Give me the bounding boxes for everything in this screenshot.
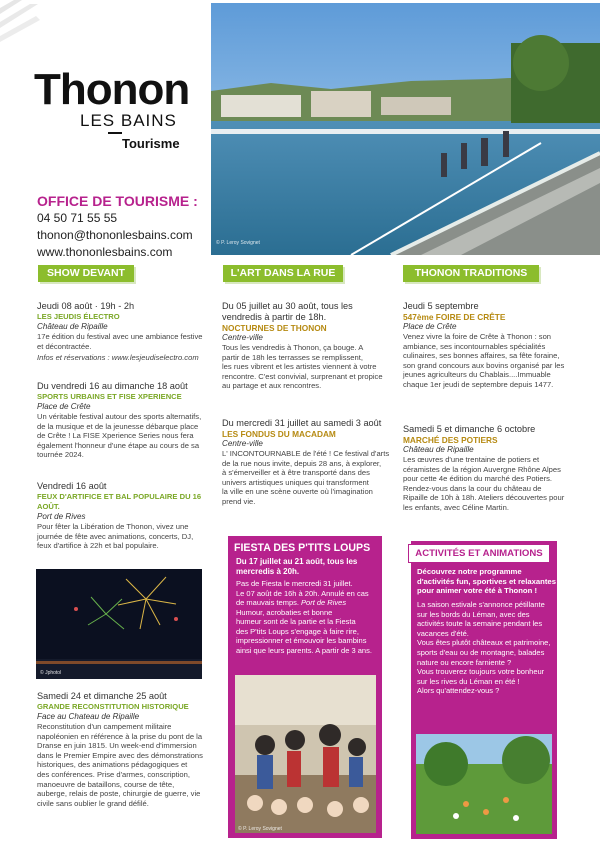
activities-intro-line: Découvrez notre programme (417, 567, 522, 576)
activities-intro-line: pour animer votre été à Thonon ! (417, 586, 538, 596)
event-line: dans le Premier Empire avec des démonstrations (37, 750, 203, 760)
event-foire-crete (403, 301, 593, 390)
event-line: son grand concours aux bovins organisé par les (403, 360, 565, 370)
lake-pier-photo (211, 3, 600, 255)
event-place: Château de Ripaille (403, 445, 474, 454)
event-place: Château de Ripaille (37, 322, 108, 331)
event-date: Samedi 24 et dimanche 25 août (37, 691, 167, 701)
event-title: MARCHÉ DES POTIERS (403, 435, 498, 445)
event-place: Port de Rives (37, 512, 86, 521)
activities-intro (417, 567, 557, 596)
event-date: Samedi 5 et dimanche 6 octobre (403, 424, 536, 434)
event-line: les enfants, avec Céline Martin. (403, 502, 509, 512)
fiesta-info-line: Pas de Fiesta le mercredi 31 juillet. (236, 579, 353, 588)
event-line: au partage et aux rencontres. (222, 381, 322, 391)
event-line: des conférences. Prise d'armes, conscription, (37, 769, 190, 779)
event-line: culinaires, ses bonnes affaires, sa fête foraine, (403, 351, 560, 361)
activities-body-line: sur les rives du Léman en été ! (417, 676, 520, 686)
event-fondus-macadam (222, 418, 397, 507)
event-line: auberge, relais de poste, chirurgie de guerre, vie (37, 789, 201, 799)
fiesta-body-line: impressionner et émouvoir les bambins (236, 636, 367, 645)
event-line: Un véritable festival autour des sports alternatifs, (37, 412, 202, 421)
event-line: ambiance, ses incontournables spécialités (403, 341, 546, 351)
event-title: SPORTS URBAINS ET FISE XPERIENCE (37, 392, 182, 401)
office-email[interactable]: thonon@thononlesbains.com (37, 228, 193, 242)
hero-photo-credit: © P. Leroy Sovignet (216, 240, 260, 246)
event-line: L' INCONTOURNABLE de l'été ! Ce festival d'arts (222, 449, 390, 458)
event-line: chaque 1er jeudi de septembre depuis 1477. (403, 379, 554, 389)
event-line: Rendez-vous dans la cour du château de (403, 483, 542, 493)
activities-body-line: La saison estivale s'annonce pétillante (417, 600, 545, 609)
event-date: Jeudi 5 septembre (403, 301, 479, 311)
fiesta-title: FIESTA DES P'TITS LOUPS (234, 542, 371, 554)
event-place: Place de Crête (403, 322, 457, 331)
fireworks-photo (36, 569, 202, 679)
event-line: à s'émerveiller et à être transporté dans des (222, 468, 370, 478)
fiesta-info (236, 579, 382, 655)
fiesta-body-line: des P'tits Loups s'engage à faire rire, (236, 626, 359, 636)
event-line: tournée 2024. (37, 450, 84, 460)
event-line: Tous les vendredis à Thonon, ça bouge. A (222, 343, 364, 352)
fiesta-body-line: humeur sont de la partie et la Fiesta (236, 617, 356, 626)
event-line: la ville en une scène ouverte où l'imagination (222, 487, 373, 497)
event-line: les rues vibrent et les artistes viennent à votre (222, 362, 377, 372)
event-line: céramistes de la région Auvergne Rhône Alpes (403, 464, 561, 474)
activities-intro-line: d'activités fun, sportives et relaxantes (417, 576, 556, 586)
event-line: de la rue nous invite, depuis 28 ans, à explorer, (222, 458, 382, 468)
event-line: journée de fête avec animations, concerts, DJ, (37, 531, 194, 541)
activities-body-line: Vous trouverez toujours votre bonheur (417, 667, 545, 677)
event-line: prend vie. (222, 496, 256, 506)
event-line: Pour fêter la Libération de Thonon, vivez une (37, 522, 189, 531)
activities-box (411, 541, 557, 839)
event-line: manoeuvre de bataillons, course de tête, (37, 779, 175, 789)
fiesta-subtitle-line: Du 17 juillet au 21 août, tous les (236, 557, 358, 566)
event-title: GRANDE RECONSTITUTION HISTORIQUE (37, 702, 189, 711)
event-feux-artifice (37, 481, 209, 551)
fiesta-body-line: ainsi que leurs parents. A partir de 3 ans. (236, 645, 372, 655)
event-line: civile sans oublier le grand défilé. (37, 798, 149, 808)
event-line: Dranse en juin 1815. Un week-end d'immersion (37, 741, 197, 751)
event-jeudis-electro (37, 301, 207, 363)
activities-body-line: nature ou encore farniente ? (417, 657, 512, 667)
event-title: LES FONDUS DU MACADAM (222, 429, 336, 439)
event-reconstitution (37, 691, 212, 808)
office-website[interactable]: www.thononlesbains.com (37, 245, 173, 259)
event-extra[interactable]: Infos et réservations : www.lesjeudiselectro.com (37, 353, 199, 363)
event-marche-potiers (403, 424, 593, 513)
activities-body-line: Alors qu'attendez-vous ? (417, 686, 500, 696)
activities-body-line: vacances d'été. (417, 628, 469, 638)
fiesta-info-line: de mauvais temps. (236, 598, 299, 607)
event-line: Reconstitution d'un campement militaire (37, 722, 172, 731)
thonon-logo (34, 65, 194, 158)
activities-body (417, 600, 557, 696)
banner-art-dans-la-rue: L'ART DANS LA RUE (223, 265, 343, 282)
event-line: univers artistiques uniques qui transforment (222, 477, 369, 487)
logo-sub: LES BAINS (80, 111, 177, 130)
activities-title: ACTIVITÉS ET ANIMATIONS (408, 544, 550, 563)
event-date: Vendredi 16 août (37, 481, 107, 491)
event-line: Venez vivre la foire de Crête à Thonon : son (403, 332, 552, 341)
event-line: historiques, des animations pédagogiques et (37, 760, 188, 770)
event-line: de Crête ! La FISE Xperience Series nous fera (37, 431, 194, 441)
logo-dash (108, 132, 122, 134)
event-line: feux d'artifice à 22h et bal populaire. (37, 541, 159, 551)
event-title: NOCTURNES DE THONON (222, 323, 327, 333)
fiesta-info-line: Le 07 août de 16h à 20h. Annulé en cas (236, 588, 369, 598)
fiesta-subtitle (236, 557, 382, 577)
fiesta-subtitle-line: mercredis à 20h. (236, 567, 300, 576)
event-title: FEUX D'ARTIFICE ET BAL POPULAIRE DU 16 AOÛT. (37, 492, 202, 511)
event-line: napoléonien en référence à la prise du pont de la (37, 731, 203, 741)
event-title: LES JEUDIS ÉLECTRO (37, 312, 120, 321)
event-nocturnes (222, 301, 392, 391)
event-line: Ripaille de 10h à 18h. Ateliers découvertes pour (403, 493, 565, 503)
activities-body-line: activités toute la semaine pendant les (417, 619, 543, 629)
fiesta-photo-credit: © P. Leroy Sovignet (238, 826, 282, 832)
fiesta-box (228, 536, 382, 838)
event-line: 17e édition du festival avec une ambiance festive (37, 332, 203, 341)
event-date: Du vendredi 16 au dimanche 18 août (37, 381, 188, 391)
event-line: rencontre. C'est convivial, surprenant et propice (222, 371, 383, 381)
activities-body-line: sur les bords du Léman, avec des (417, 609, 530, 619)
office-title: OFFICE DE TOURISME : (37, 193, 198, 209)
event-date: Du mercredi 31 juillet au samedi 3 août (222, 418, 382, 428)
logo-name: Thonon (34, 65, 190, 114)
event-place: Place de Crête (37, 402, 91, 411)
event-place: Centre-ville (222, 439, 263, 448)
fiesta-photo (235, 675, 376, 833)
event-line: également l'honneur d'une étape au cours de sa (37, 440, 200, 450)
event-line: et décontractée. (37, 341, 92, 351)
office-phone: 04 50 71 55 55 (37, 211, 118, 225)
event-line: Les œuvres d'une trentaine de potiers et (403, 455, 540, 464)
event-line: jeunes agriculteurs du Chablais....Immuable (403, 370, 551, 380)
event-date: Jeudi 08 août · 19h - 2h (37, 301, 135, 311)
fiesta-body-line: Humour, acrobaties et bonne (236, 607, 333, 617)
decorative-stripes (0, 0, 40, 70)
banner-show-devant: SHOW DEVANT (38, 265, 134, 282)
banner-thonon-traditions: THONON TRADITIONS (403, 265, 539, 282)
event-place: Face au Chateau de Ripaille (37, 712, 140, 721)
activities-photo (416, 734, 552, 834)
event-title: 547ème FOIRE DE CRÊTE (403, 312, 506, 322)
activities-body-line: Vous êtes plutôt châteaux et patrimoine, (417, 638, 551, 648)
event-sports-urbains (37, 381, 212, 460)
event-date: Du 05 juillet au 30 août, tous les vendredis à partir de 18h. (222, 301, 353, 322)
activities-body-line: sports d'eau ou de montagne, balades (417, 647, 545, 657)
event-line: partir de 18h les terrasses se remplissent, (222, 352, 363, 362)
event-line: pour cette 4e édition du marché des Potiers. (403, 474, 553, 484)
fireworks-photo-credit: © Jphotol (40, 670, 62, 676)
logo-tag: Tourisme (122, 136, 180, 151)
event-line: de la musique et de la jeunesse débarque place (37, 421, 199, 431)
fiesta-place: Port de Rives (301, 598, 347, 607)
event-place: Centre-ville (222, 333, 263, 342)
